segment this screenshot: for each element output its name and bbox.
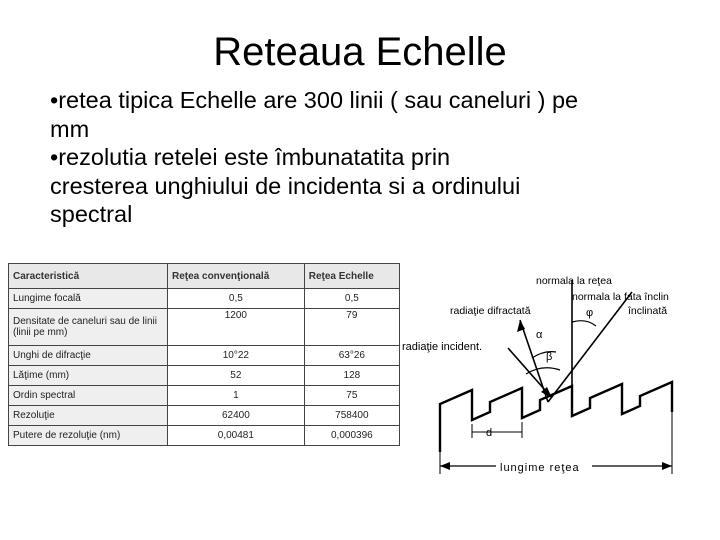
table-row [9,426,400,446]
column-header: Reţea convenţională [168,264,305,289]
diffracted-label: radiaţie difractată [450,305,531,317]
table-row [9,309,400,346]
table-row [9,289,400,309]
row-label: Ordin spectral [9,386,168,406]
length-label: lungime reţea [500,462,580,474]
cell-value: 79 [304,309,399,346]
cell-value: 128 [304,366,399,386]
cell-value: 62400 [168,406,305,426]
length-arrowhead [440,462,450,470]
alpha-label: α [536,329,543,341]
cell-value: 0,5 [168,289,305,309]
table-header-row [9,264,400,289]
cell-value: 75 [304,386,399,406]
table-row [9,366,400,386]
row-label: Rezoluţie [9,406,168,426]
bullet-line: •rezolutia retelei este îmbunatatita prin [50,144,451,170]
comparison-table [8,263,400,441]
cell-value: 0,000396 [304,426,399,446]
beta-label: β [546,351,553,363]
cell-value: 0,5 [304,289,399,309]
phi-label: φ [586,307,594,319]
cell-value: 52 [168,366,305,386]
bullet-line: mm [50,115,90,142]
cell-value: 0,00481 [168,426,305,446]
incident-label: radiaţie incident. [402,341,483,353]
echelle-grating-diagram [400,262,712,482]
table-row [9,386,400,406]
inclined-label: înclinată [628,305,668,317]
cell-value: 758400 [304,406,399,426]
diffracted-ray [520,320,548,402]
bullet-list [50,86,690,229]
cell-value: 10°22 [168,346,305,366]
bullet-line: spectral [50,201,133,227]
length-arrowhead [662,462,672,470]
row-label: Lungime focală [9,289,168,309]
row-label: Lăţime (mm) [9,366,168,386]
table-row [9,346,400,366]
alpha-arc [532,352,556,358]
row-label: Densitate de caneluri sau de linii (linii pe mm) [9,309,168,346]
cell-value: 63°26 [304,346,399,366]
column-header: Reţea Echelle [304,264,399,289]
d-label: d [486,427,493,439]
slide-title: Reteaua Echelle [213,30,507,74]
cell-value: 1 [168,386,305,406]
phi-arc [572,321,596,326]
row-label: Unghi de difracţie [9,346,168,366]
cell-value: 1200 [168,309,305,346]
column-header: Caracteristică [9,264,168,289]
row-label: Putere de rezoluţie (nm) [9,426,168,446]
normal-face-label: normala la fata înclin [572,291,669,303]
normal-grating-label: normala la reţea [536,275,612,287]
bullet-line: cresterea unghiului de incidenta si a ordinului [50,172,521,199]
table-row [9,406,400,426]
bullet-line: •retea tipica Echelle are 300 linii ( sau caneluri ) pe [50,87,579,113]
